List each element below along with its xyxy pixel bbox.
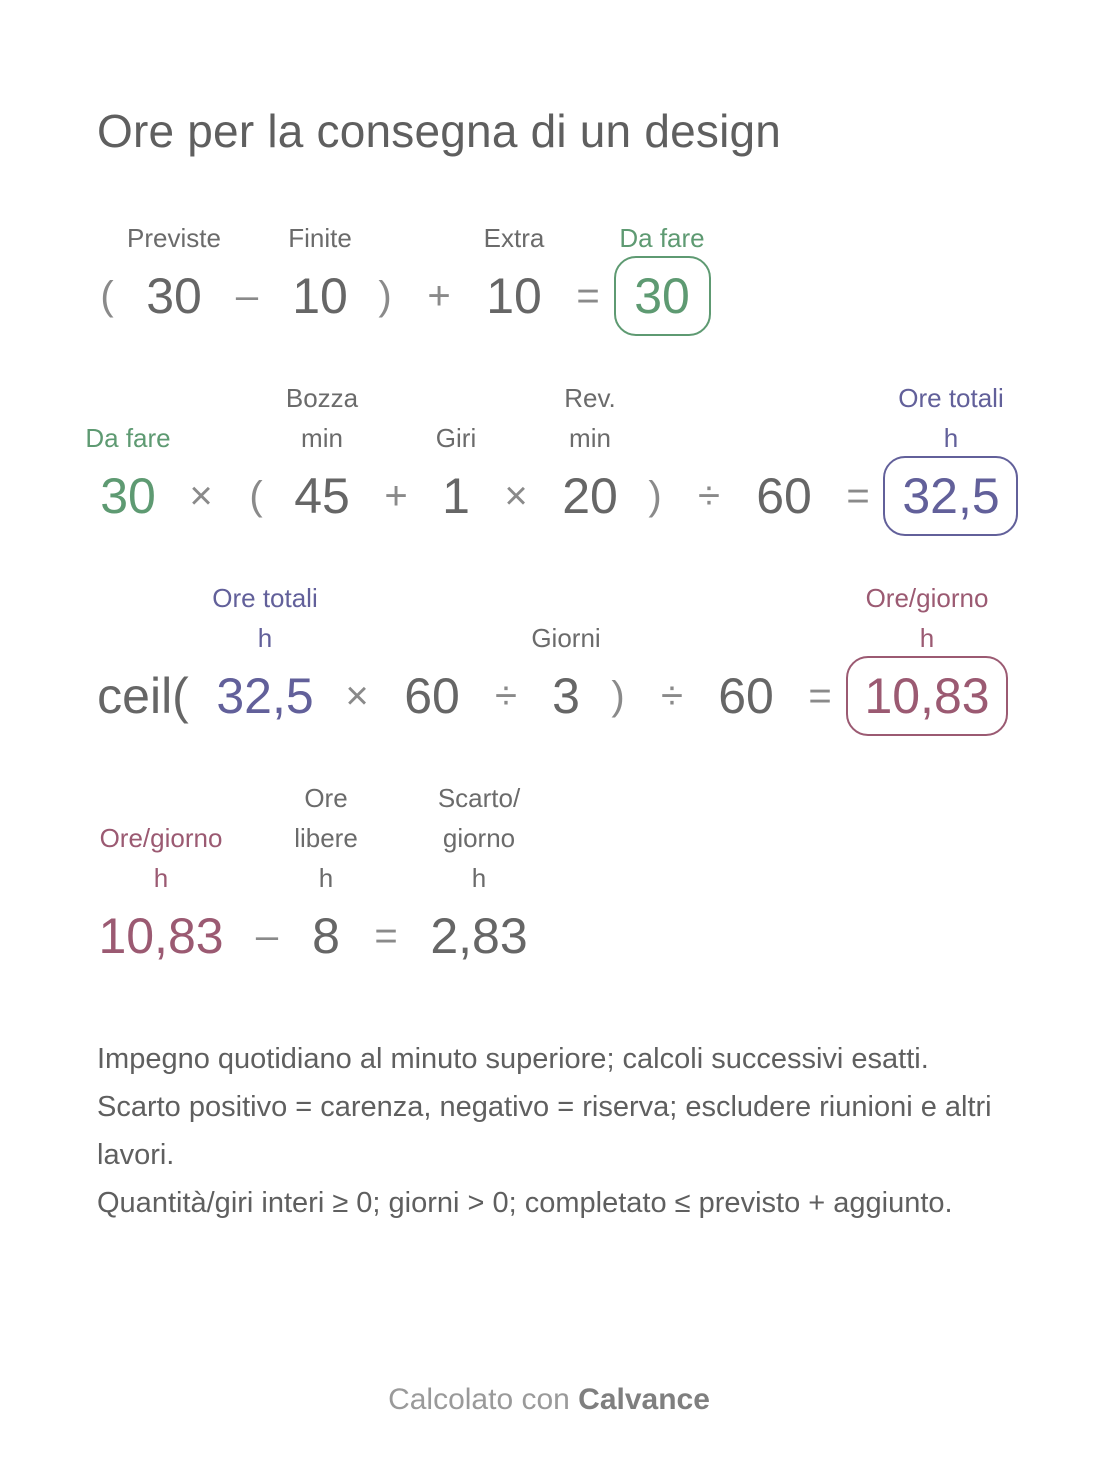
label-finite: Finite <box>288 223 352 253</box>
footer-prefix: Calcolato con <box>388 1383 579 1416</box>
value-ore-libere: 8 <box>312 908 340 964</box>
value-sixty: 60 <box>718 668 774 724</box>
value-ore-giorno: 10,83 <box>98 908 224 964</box>
note-line: Impegno quotidiano al minuto superiore; calcoli successivi esatti. <box>97 1043 929 1075</box>
value-ore-totali: 32,5 <box>216 668 314 724</box>
times-operator: × <box>345 674 369 718</box>
label-ore-giorno-unit: h <box>153 863 169 893</box>
footer <box>0 1383 1098 1417</box>
label-libere: libere <box>294 823 358 853</box>
divide-operator: ÷ <box>698 474 720 518</box>
label-ore-totali-unit: h <box>257 623 273 653</box>
label-libere-unit: h <box>318 863 334 893</box>
equals-operator: = <box>808 674 832 718</box>
label-extra: Extra <box>483 223 545 253</box>
value-previste: 30 <box>146 268 202 324</box>
open-paren: ( <box>249 474 263 518</box>
label-bozza-unit: min <box>301 423 343 453</box>
label-giri: Giri <box>435 423 477 453</box>
page-title: Ore per la consegna di un design <box>97 105 782 157</box>
ceil-function: ceil( <box>97 668 189 724</box>
plus-operator: + <box>427 274 451 318</box>
equals-operator: = <box>576 274 600 318</box>
label-bozza: Bozza <box>285 383 359 413</box>
label-da-fare: Da fare <box>85 423 171 453</box>
label-ore-giorno-unit: h <box>919 623 935 653</box>
label-scarto: Scarto/ <box>437 783 521 813</box>
open-paren: ( <box>100 274 114 318</box>
divide-operator: ÷ <box>661 674 683 718</box>
label-previste: Previste <box>127 223 221 253</box>
value-rev: 20 <box>562 468 618 524</box>
label-ore-totali-unit: h <box>943 423 959 453</box>
label-rev: Rev. <box>564 383 616 413</box>
note-line: Quantità/giri interi ≥ 0; giorni > 0; completato ≤ previsto + aggiunto. <box>97 1187 953 1219</box>
label-giorni: Giorni <box>531 623 601 653</box>
close-paren: ) <box>648 474 662 518</box>
footer-brand-link[interactable]: Calvance <box>578 1383 710 1416</box>
value-giri: 1 <box>442 468 470 524</box>
result-ore-giorno: 10,83 <box>864 668 990 724</box>
times-operator: × <box>189 474 213 518</box>
label-ore-totali: Ore totali <box>898 383 1004 413</box>
value-extra: 10 <box>486 268 542 324</box>
value-sixty: 60 <box>756 468 812 524</box>
equals-operator: = <box>374 914 398 958</box>
minus-operator: – <box>235 274 259 318</box>
times-operator: × <box>504 474 528 518</box>
label-ore-giorno: Ore/giorno <box>865 583 989 613</box>
value-bozza: 45 <box>294 468 350 524</box>
close-paren: ) <box>378 274 392 318</box>
notes <box>97 1035 997 1227</box>
label-ore: Ore <box>304 783 348 813</box>
label-scarto-unit: h <box>471 863 487 893</box>
label-ore-totali: Ore totali <box>212 583 318 613</box>
label-da-fare: Da fare <box>619 223 705 253</box>
value-finite: 10 <box>292 268 348 324</box>
divide-operator: ÷ <box>495 674 517 718</box>
value-giorni: 3 <box>552 668 580 724</box>
value-sixty: 60 <box>404 668 460 724</box>
result-scarto: 2,83 <box>430 908 528 964</box>
minus-operator: – <box>255 914 279 958</box>
label-rev-unit: min <box>569 423 611 453</box>
value-da-fare: 30 <box>100 468 156 524</box>
result-da-fare: 30 <box>634 268 690 324</box>
equals-operator: = <box>846 474 870 518</box>
label-giorno: giorno <box>442 823 516 853</box>
note-line: Scarto positivo = carenza, negativo = riserva; escludere riunioni e altri lavori. <box>97 1091 992 1171</box>
label-ore-giorno: Ore/giorno <box>99 823 223 853</box>
result-ore-totali: 32,5 <box>902 468 1000 524</box>
close-paren: ) <box>611 674 625 718</box>
plus-operator: + <box>384 474 408 518</box>
